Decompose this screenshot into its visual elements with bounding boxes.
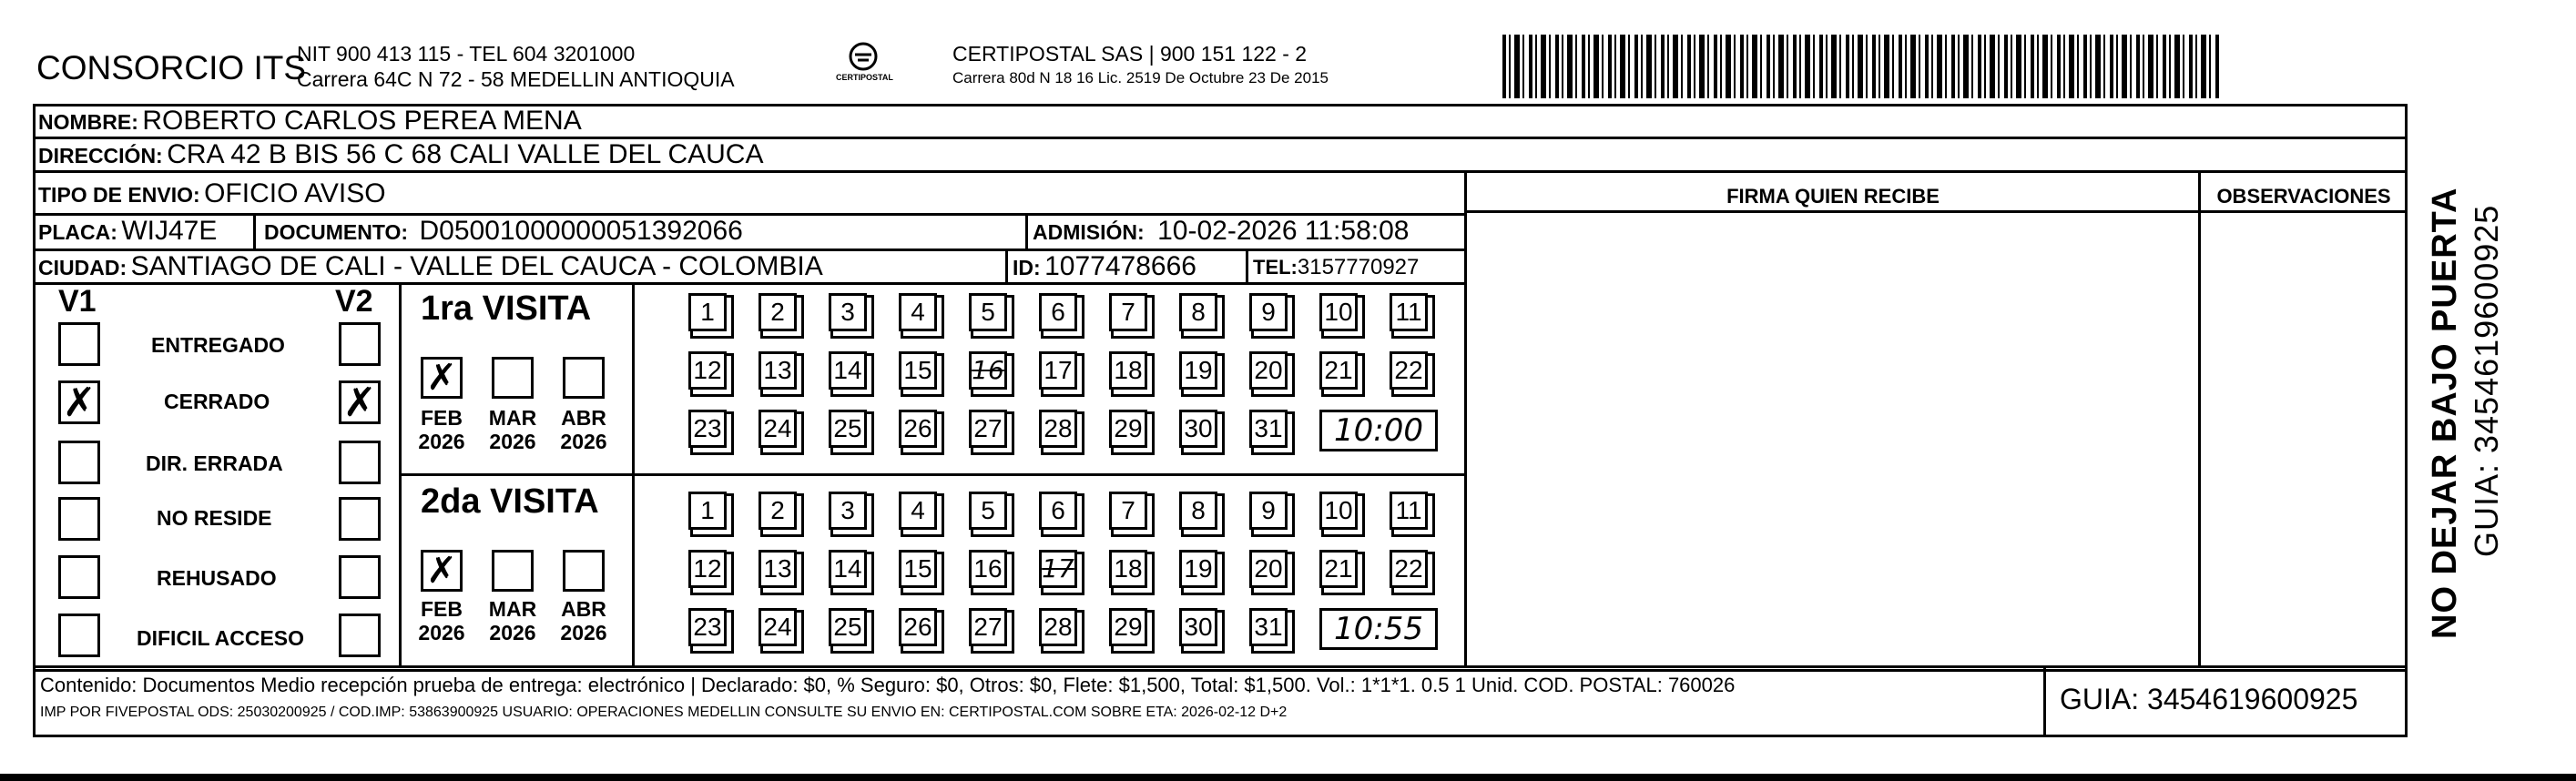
visit-2-day-30[interactable]: 30 xyxy=(1179,608,1217,646)
placa-label: PLACA: xyxy=(38,220,117,244)
v1-checkbox-entregado[interactable] xyxy=(58,322,100,366)
visit-1-month-abr-label: ABR xyxy=(561,406,606,430)
nombre-label: NOMBRE: xyxy=(38,110,138,134)
visit-2-month-abr-year: 2026 xyxy=(560,621,607,644)
direccion-label: DIRECCIÓN: xyxy=(38,144,163,167)
documento-label: DOCUMENTO: xyxy=(264,220,409,244)
status-label-entregado: ENTREGADO xyxy=(151,333,285,357)
observaciones-header: OBSERVACIONES xyxy=(2216,185,2391,208)
visit-2-day-27[interactable]: 27 xyxy=(969,608,1007,646)
visit-1-day-5[interactable]: 5 xyxy=(969,293,1007,331)
visit-1-day-18[interactable]: 18 xyxy=(1109,351,1147,390)
direccion-value: CRA 42 B BIS 56 C 68 CALI VALLE DEL CAUCA xyxy=(167,139,764,169)
visit-1-day-10[interactable]: 10 xyxy=(1319,293,1358,331)
visit-2-day-24[interactable]: 24 xyxy=(759,608,797,646)
visit-2-day-19[interactable]: 19 xyxy=(1179,550,1217,588)
visit-1-month-feb-box[interactable]: ✗ xyxy=(421,357,463,399)
visit-2-day-12[interactable]: 12 xyxy=(688,550,727,588)
visit-2-day-1[interactable]: 1 xyxy=(688,492,727,530)
visit-1-day-11[interactable]: 11 xyxy=(1390,293,1428,331)
visit-1-day-28[interactable]: 28 xyxy=(1039,410,1077,448)
visit-1-day-16[interactable]: 16 xyxy=(969,351,1007,390)
ciudad-label: CIUDAD: xyxy=(38,256,127,279)
placa-value: WIJ47E xyxy=(121,216,218,246)
visit-2-day-7[interactable]: 7 xyxy=(1109,492,1147,530)
visit-1-day-15[interactable]: 15 xyxy=(899,351,937,390)
visit-1-day-31[interactable]: 31 xyxy=(1249,410,1288,448)
visit-1-day-8[interactable]: 8 xyxy=(1179,293,1217,331)
visit-2-day-23[interactable]: 23 xyxy=(688,608,727,646)
v2-checkbox-dir-errada[interactable] xyxy=(339,441,381,484)
visit-1-day-4[interactable]: 4 xyxy=(899,293,937,331)
visit-2-day-6[interactable]: 6 xyxy=(1039,492,1077,530)
visit-2-day-25[interactable]: 25 xyxy=(829,608,867,646)
visit-1-day-3[interactable]: 3 xyxy=(829,293,867,331)
visit-2-title: 2da VISITA xyxy=(421,482,599,521)
certipostal-logo xyxy=(836,38,891,93)
nombre-value: ROBERTO CARLOS PEREA MENA xyxy=(142,106,582,136)
visit-2-day-2[interactable]: 2 xyxy=(759,492,797,530)
visit-2-day-13[interactable]: 13 xyxy=(759,550,797,588)
visit-1-day-2[interactable]: 2 xyxy=(759,293,797,331)
firma-header: FIRMA QUIEN RECIBE xyxy=(1726,185,1940,208)
footer-imp: IMP POR FIVEPOSTAL ODS: 25030200925 / COD.IMP: 53863900925 USUARIO: OPERACIONES MEDELLIN CONSULTE SU ENVIO EN: CERTIPOSTAL.COM SOBRE ETA: 2026-02-12 D+2 xyxy=(40,705,1288,720)
visit-2-month-mar-box[interactable] xyxy=(492,550,534,592)
visit-1-month-mar-year: 2026 xyxy=(489,430,536,453)
company-name: CONSORCIO ITS xyxy=(36,49,307,86)
visit-1-day-22[interactable]: 22 xyxy=(1390,351,1428,390)
visit-1-day-27[interactable]: 27 xyxy=(969,410,1007,448)
visit-2-day-22[interactable]: 22 xyxy=(1390,550,1428,588)
tel-value: 3157770927 xyxy=(1297,255,1420,279)
visit-1-day-17[interactable]: 17 xyxy=(1039,351,1077,390)
barcode xyxy=(1502,35,2220,98)
v2-checkbox-cerrado[interactable]: ✗ xyxy=(339,380,381,424)
visit-2-day-4[interactable]: 4 xyxy=(899,492,937,530)
v2-checkbox-entregado[interactable] xyxy=(339,322,381,366)
visit-1-day-7[interactable]: 7 xyxy=(1109,293,1147,331)
visit-1-month-feb-label: FEB xyxy=(421,406,463,430)
visit-2-day-15[interactable]: 15 xyxy=(899,550,937,588)
logo-caption: CERTIPOSTAL xyxy=(836,73,893,82)
visit-1-day-9[interactable]: 9 xyxy=(1249,293,1288,331)
visit-2-month-feb-box[interactable]: ✗ xyxy=(421,550,463,592)
admision-label: ADMISIÓN: xyxy=(1033,220,1145,244)
v2-checkbox-rehusado[interactable] xyxy=(339,555,381,599)
visit-1-month-abr-box[interactable] xyxy=(563,357,605,399)
visit-1-month-mar-box[interactable] xyxy=(492,357,534,399)
documento-value: D05001000000051392066 xyxy=(419,216,743,246)
status-label-dir-errada: DIR. ERRADA xyxy=(146,451,283,475)
visit-1-day-19[interactable]: 19 xyxy=(1179,351,1217,390)
visit-2-month-abr-box[interactable] xyxy=(563,550,605,592)
v2-header: V2 xyxy=(335,284,373,319)
admision-value: 10-02-2026 11:58:08 xyxy=(1157,216,1410,246)
v2-checkbox-no-reside[interactable] xyxy=(339,497,381,541)
visit-2-month-feb-year: 2026 xyxy=(418,621,465,644)
visit-2-day-10[interactable]: 10 xyxy=(1319,492,1358,530)
v1-header: V1 xyxy=(58,284,97,319)
visit-2-month-feb-label: FEB xyxy=(421,597,463,621)
company-nit: NIT 900 413 115 - TEL 604 3201000 xyxy=(297,42,636,66)
footer-guia: GUIA: 3454619600925 xyxy=(2060,683,2358,715)
visit-1-title: 1ra VISITA xyxy=(421,289,592,328)
side-no-dejar-text: NO DEJAR BAJO PUERTA xyxy=(2426,187,2464,639)
visit-1-day-20[interactable]: 20 xyxy=(1249,351,1288,390)
status-label-rehusado: REHUSADO xyxy=(157,566,277,590)
visit-2-day-8[interactable]: 8 xyxy=(1179,492,1217,530)
tipo-envio-label: TIPO DE ENVIO: xyxy=(38,183,200,207)
visit-2-time-box[interactable]: 10:55 xyxy=(1319,608,1438,650)
visit-2-day-26[interactable]: 26 xyxy=(899,608,937,646)
company-address: Carrera 64C N 72 - 58 MEDELLIN ANTIOQUIA xyxy=(297,67,735,91)
visit-1-time-box[interactable]: 10:00 xyxy=(1319,410,1438,451)
v1-checkbox-dir-errada[interactable] xyxy=(58,441,100,484)
visit-2-day-31[interactable]: 31 xyxy=(1249,608,1288,646)
visit-1-day-29[interactable]: 29 xyxy=(1109,410,1147,448)
v2-checkbox-dificil-acceso[interactable] xyxy=(339,614,381,657)
visit-2-month-mar-label: MAR xyxy=(488,597,537,621)
visit-1-day-12[interactable]: 12 xyxy=(688,351,727,390)
visit-1-day-21[interactable]: 21 xyxy=(1319,351,1358,390)
v1-checkbox-cerrado[interactable]: ✗ xyxy=(58,380,100,424)
visit-2-day-17[interactable]: 17 xyxy=(1039,550,1077,588)
v1-checkbox-dificil-acceso[interactable] xyxy=(58,614,100,657)
status-label-dificil-acceso: DIFICIL ACCESO xyxy=(137,626,305,650)
visit-2-month-abr-label: ABR xyxy=(561,597,606,621)
visit-1-day-23[interactable]: 23 xyxy=(688,410,727,448)
tel-label: TEL: xyxy=(1253,256,1298,279)
visit-2-day-3[interactable]: 3 xyxy=(829,492,867,530)
visit-2-day-28[interactable]: 28 xyxy=(1039,608,1077,646)
visit-1-month-abr-year: 2026 xyxy=(560,430,607,453)
certipostal-address: Carrera 80d N 18 16 Lic. 2519 De Octubre 23 De 2015 xyxy=(952,69,1329,86)
visit-1-day-6[interactable]: 6 xyxy=(1039,293,1077,331)
footer-contenido: Contenido: Documentos Medio recepción prueba de entrega: electrónico | Declarado: $0, % Seguro: $0, Otros: $0, Flete: $1,500, Total: $1,500. Vol.: 1*1*1. 0.5 1 Unid. COD. POSTAL: 760026 xyxy=(40,674,1736,696)
visit-1-day-26[interactable]: 26 xyxy=(899,410,937,448)
visit-1-day-24[interactable]: 24 xyxy=(759,410,797,448)
visit-1-month-feb-year: 2026 xyxy=(418,430,465,453)
visit-1-day-25[interactable]: 25 xyxy=(829,410,867,448)
side-guia-text: GUIA: 3454619600925 xyxy=(2468,204,2505,557)
certipostal-line: CERTIPOSTAL SAS | 900 151 122 - 2 xyxy=(952,42,1308,66)
ciudad-value: SANTIAGO DE CALI - VALLE DEL CAUCA - COLOMBIA xyxy=(130,251,823,281)
visit-2-month-mar-year: 2026 xyxy=(489,621,536,644)
visit-1-day-13[interactable]: 13 xyxy=(759,351,797,390)
visit-2-day-20[interactable]: 20 xyxy=(1249,550,1288,588)
visit-2-day-18[interactable]: 18 xyxy=(1109,550,1147,588)
id-value: 1077478666 xyxy=(1044,251,1196,281)
v1-checkbox-no-reside[interactable] xyxy=(58,497,100,541)
visit-1-day-14[interactable]: 14 xyxy=(829,351,867,390)
status-label-no-reside: NO RESIDE xyxy=(157,506,272,530)
visit-2-day-5[interactable]: 5 xyxy=(969,492,1007,530)
tipo-envio-value: OFICIO AVISO xyxy=(204,178,386,208)
visit-2-day-11[interactable]: 11 xyxy=(1390,492,1428,530)
v1-checkbox-rehusado[interactable] xyxy=(58,555,100,599)
visit-2-day-14[interactable]: 14 xyxy=(829,550,867,588)
visit-2-day-9[interactable]: 9 xyxy=(1249,492,1288,530)
visit-2-day-21[interactable]: 21 xyxy=(1319,550,1358,588)
visit-2-day-29[interactable]: 29 xyxy=(1109,608,1147,646)
visit-1-month-mar-label: MAR xyxy=(488,406,537,430)
visit-2-day-16[interactable]: 16 xyxy=(969,550,1007,588)
status-label-cerrado: CERRADO xyxy=(164,390,270,413)
id-label: ID: xyxy=(1013,256,1041,279)
visit-1-day-1[interactable]: 1 xyxy=(688,293,727,331)
visit-1-day-30[interactable]: 30 xyxy=(1179,410,1217,448)
